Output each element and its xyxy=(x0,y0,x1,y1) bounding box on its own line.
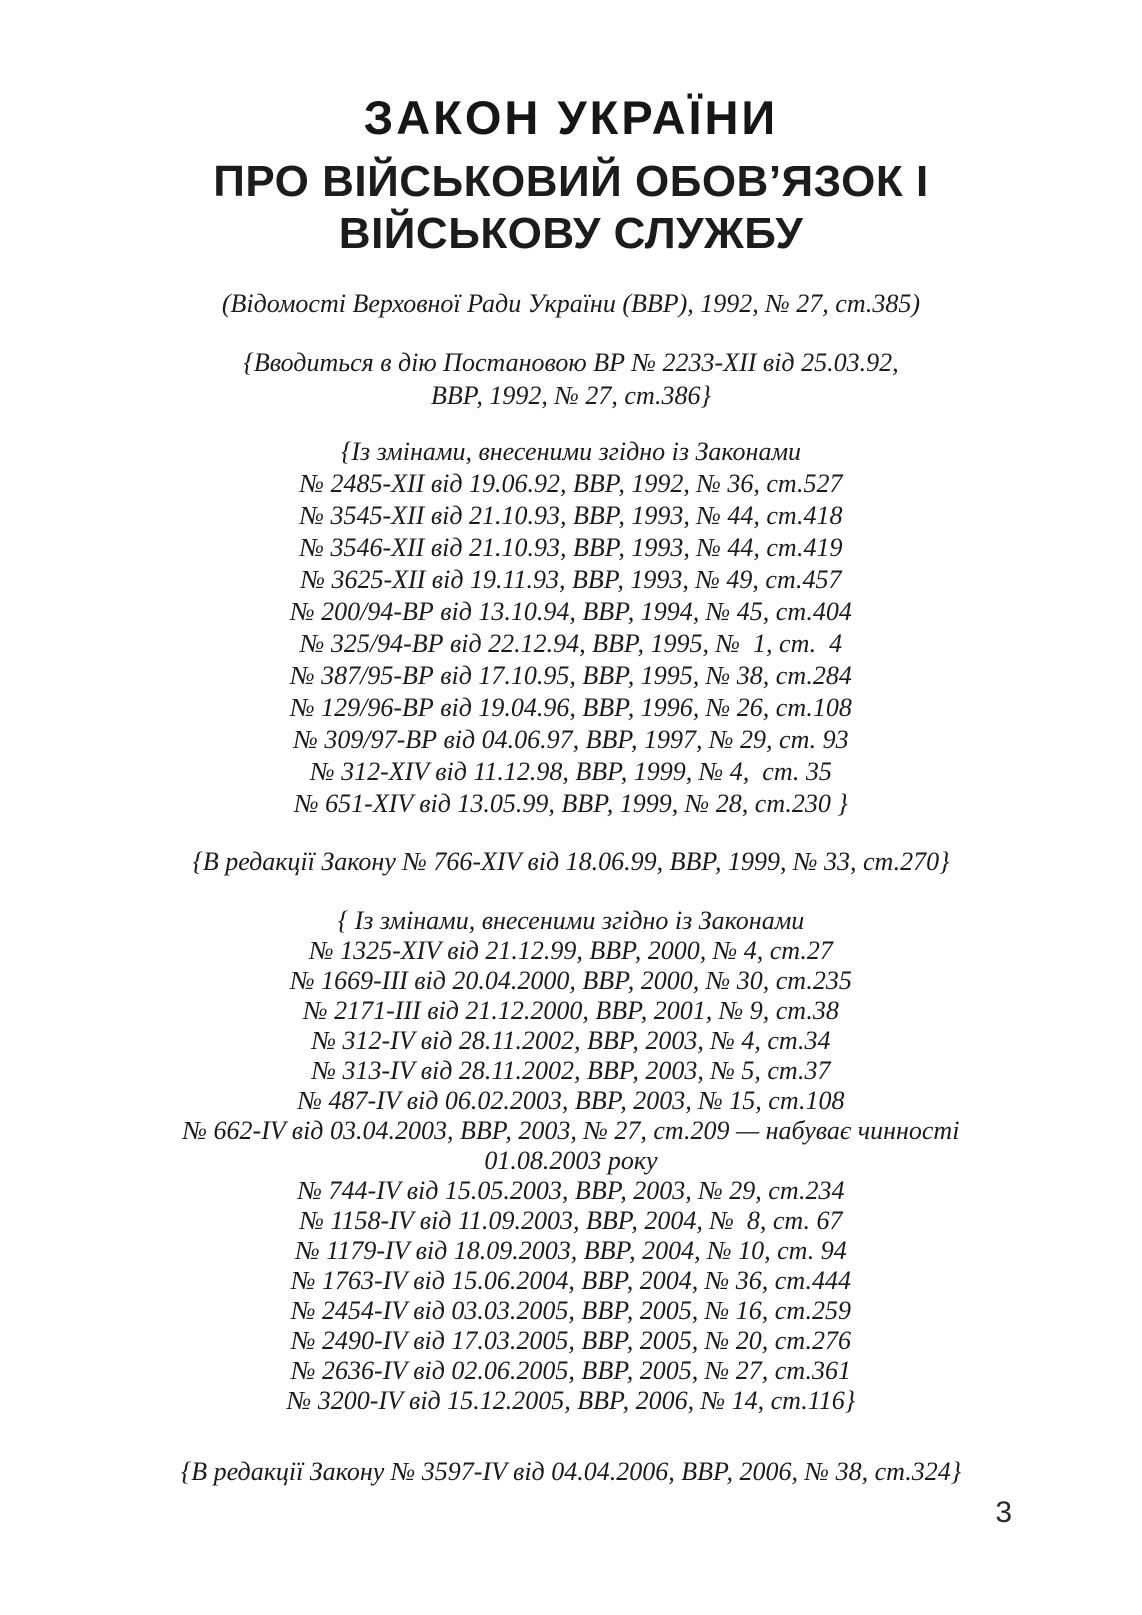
amendment-line: № 309/97-ВР від 04.06.97, ВВР, 1997, № 29, ст. 93 xyxy=(293,724,849,754)
amendment-line: № 325/94-ВР від 22.12.94, ВВР, 1995, № 1, ст. 4 xyxy=(299,628,843,658)
revision-note-1999-line: {В редакції Закону № 766-XIV від 18.06.99, ВВР, 1999, № 33, ст.270} xyxy=(192,846,950,876)
amendment-line: № 1158-IV від 11.09.2003, ВВР, 2004, № 8, ст. 67 xyxy=(299,1205,843,1235)
amendment-line: № 3546-XII від 21.10.93, ВВР, 1993, № 44, ст.419 xyxy=(299,532,843,562)
page-number: 3 xyxy=(995,1496,1012,1529)
amendment-line: № 1325-XIV від 21.12.99, ВВР, 2000, № 4, ст.27 xyxy=(309,935,833,965)
amendment-line: № 2636-IV від 02.06.2005, ВВР, 2005, № 27, ст.361 xyxy=(291,1355,851,1385)
amendment-line-wrap: 01.08.2003 року xyxy=(484,1145,658,1175)
amendment-line: № 3545-XII від 21.10.93, ВВР, 1993, № 44, ст.418 xyxy=(299,500,843,530)
amendment-line: № 651-XIV від 13.05.99, ВВР, 1999, № 28, ст.230 } xyxy=(294,788,848,818)
law-title: ЗАКОН УКРАЇНИ xyxy=(363,91,779,144)
law-subtitle xyxy=(0,156,1142,260)
amendment-line: № 2454-IV від 03.03.2005, ВВР, 2005, № 16, ст.259 xyxy=(291,1295,851,1325)
amendment-line: № 487-IV від 06.02.2003, ВВР, 2003, № 15, ст.108 xyxy=(297,1085,845,1115)
amendments-block-2 xyxy=(0,906,1142,1416)
amendment-line: № 129/96-ВР від 19.04.96, ВВР, 1996, № 26, ст.108 xyxy=(290,692,852,722)
amendment-line: № 2171-III від 21.12.2000, ВВР, 2001, № 9, ст.38 xyxy=(303,995,839,1025)
amendment-line: № 1179-IV від 18.09.2003, ВВР, 2004, № 10, ст. 94 xyxy=(295,1235,847,1265)
vvr-reference-line: (Відомості Верховної Ради України (ВВР), 1992, № 27, ст.385) xyxy=(221,288,921,318)
enactment-note-line-1: {Вводиться в дію Постановою ВР № 2233-XII від 25.03.92, xyxy=(243,347,899,377)
amendment-line: № 662-IV від 03.04.2003, ВВР, 2003, № 27, ст.209 — набуває чинності xyxy=(182,1115,960,1145)
amendment-line: № 312-XIV від 11.12.98, ВВР, 1999, № 4, ст. 35 xyxy=(310,756,832,786)
vvr-reference xyxy=(0,288,1142,320)
law-subtitle-line-1: ПРО ВІЙСЬКОВИЙ ОБОВ’ЯЗОК І xyxy=(213,156,929,206)
amendment-line: № 3625-XII від 19.11.93, ВВР, 1993, № 49, ст.457 xyxy=(300,564,842,594)
amendment-line: № 313-IV від 28.11.2002, ВВР, 2003, № 5, ст.37 xyxy=(311,1055,831,1085)
amendment-line: № 3200-IV від 15.12.2005, ВВР, 2006, № 14, ст.116} xyxy=(286,1385,856,1415)
enactment-note-line-2: ВВР, 1992, № 27, ст.386} xyxy=(431,380,711,410)
amendments-block-1-heading: {Із змінами, внесеними згідно із Законами xyxy=(340,436,802,466)
revision-note-2006-line: {В редакції Закону № 3597-IV від 04.04.2006, ВВР, 2006, № 38, ст.324} xyxy=(180,1456,962,1486)
amendment-line: № 387/95-ВР від 17.10.95, ВВР, 1995, № 38, ст.284 xyxy=(290,660,852,690)
amendments-block-2-heading: { Із змінами, внесеними згідно із Законами xyxy=(337,905,805,935)
revision-note-1999 xyxy=(0,846,1142,878)
amendments-block-1 xyxy=(0,436,1142,820)
amendment-line: № 1669-III від 20.04.2000, ВВР, 2000, № 30, ст.235 xyxy=(290,965,852,995)
amendment-line: № 2485-XII від 19.06.92, ВВР, 1992, № 36, ст.527 xyxy=(299,468,843,498)
amendment-line: № 2490-IV від 17.03.2005, ВВР, 2005, № 20, ст.276 xyxy=(291,1325,851,1355)
amendment-line: № 1763-IV від 15.06.2004, ВВР, 2004, № 36, ст.444 xyxy=(291,1265,851,1295)
revision-note-2006 xyxy=(0,1456,1142,1488)
amendment-line: № 200/94-ВР від 13.10.94, ВВР, 1994, № 45, ст.404 xyxy=(290,596,852,626)
enactment-note xyxy=(0,346,1142,412)
amendment-line: № 312-IV від 28.11.2002, ВВР, 2003, № 4, ст.34 xyxy=(311,1025,831,1055)
amendment-line: № 744-IV від 15.05.2003, ВВР, 2003, № 29, ст.234 xyxy=(297,1175,845,1205)
law-subtitle-line-2: ВІЙСЬКОВУ СЛУЖБУ xyxy=(338,208,804,258)
